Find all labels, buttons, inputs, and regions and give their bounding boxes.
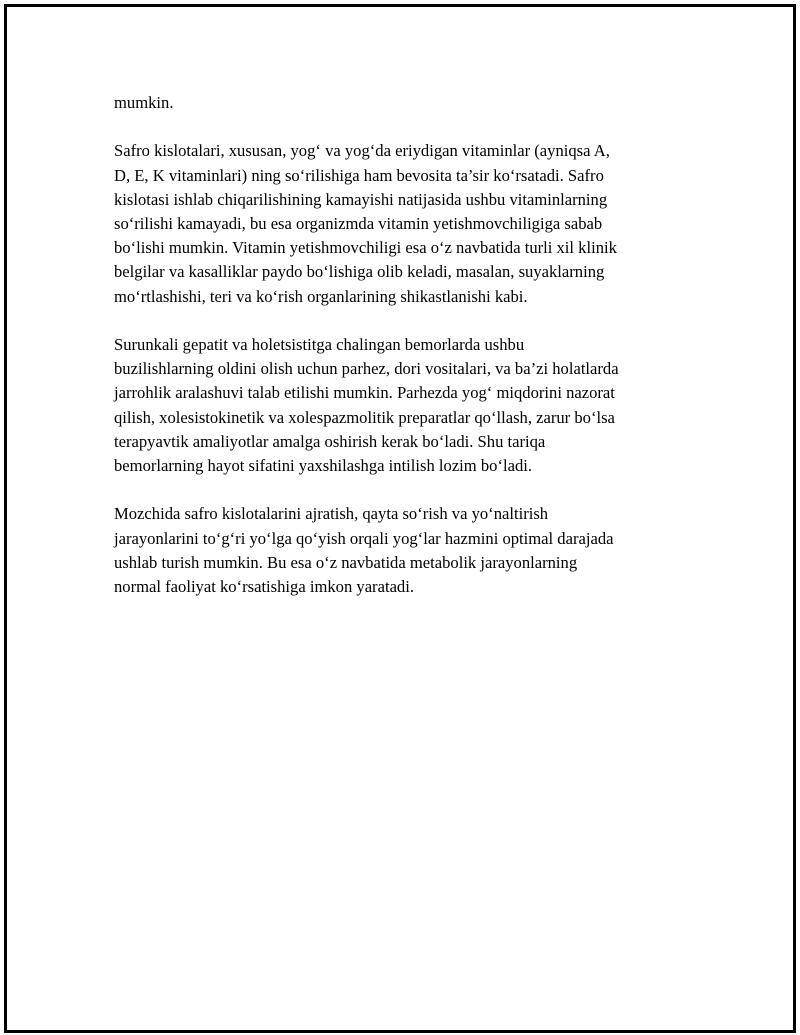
paragraph-bile-acid-regulation: Mozchida safro kislotalarini ajratish, qayta so‘rish va yo‘naltirish jarayonlarini to‘g‘ri yo‘lga qo‘yish orqali yog‘lar hazmini optimal darajada ushlab turish mumkin. Bu esa o‘z navbatida metabolik jarayonlarning normal faoliyat ko‘rsatishiga imkon yaratadi. [114,504,614,597]
page-body [114,91,674,623]
paragraph-continuation: mumkin. [114,93,174,112]
paragraph-bile-acids-vitamins: Safro kislotalari, xususan, yog‘ va yog‘da eriydigan vitaminlar (ayniqsa A, D, E, K vitaminlari) ning so‘rilishiga ham bevosita ta’sir ko‘rsatadi. Safro kislotasi ishlab chiqarilishining kamayishi natijasida ushbu vitaminlarning so‘rilishi kamayadi, bu esa organizmda vitamin yetishmovchiligiga sabab bo‘lishi mumkin. Vitamin yetishmovchiligi esa o‘z navbatida turli xil klinik belgilar va kasalliklar paydo bo‘lishiga olib keladi, masalan, suyaklarning mo‘rtlashishi, teri va ko‘rish organlarining shikastlanishi kabi. [114,141,617,306]
paragraph-chronic-hepatitis-treatment: Surunkali gepatit va holetsistitga chalingan bemorlarda ushbu buzilishlarning oldini olish uchun parhez, dori vositalari, va ba’zi holatlarda jarrohlik aralashuvi talab etilishi mumkin. Parhezda yog‘ miqdorini nazorat qilish, xolesistokinetik va xolespazmolitik preparatlar qo‘llash, zarur bo‘lsa terapyavtik amaliyotlar amalga oshirish kerak bo‘ladi. Shu tariqa bemorlarning hayot sifatini yaxshilashga intilish lozim bo‘ladi. [114,335,619,476]
